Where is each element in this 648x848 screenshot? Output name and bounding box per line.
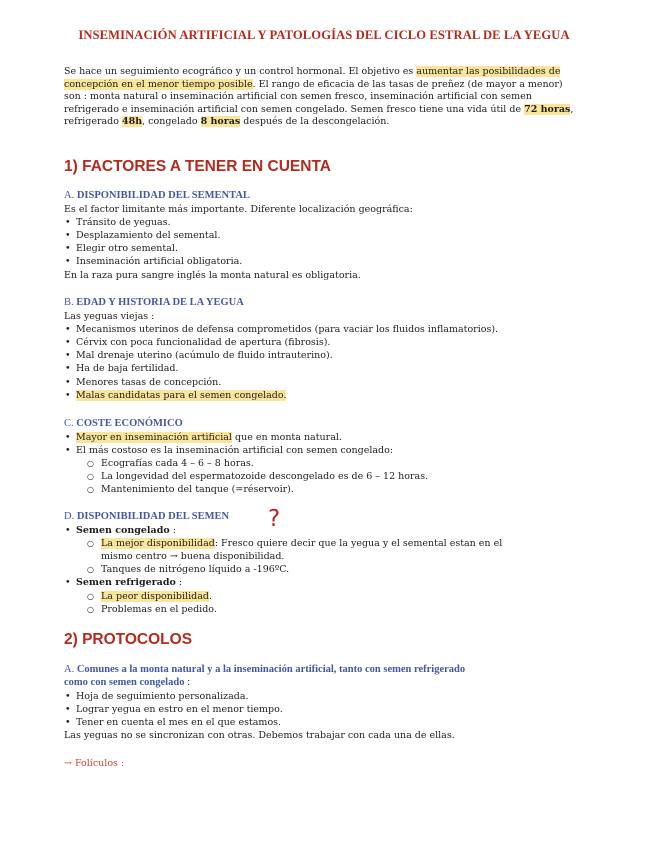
sub-list-item: ○ Problemas en el pedido. — [64, 603, 584, 616]
paragraph: En la raza pura sangre inglés la monta natural es obligatoria. — [64, 269, 361, 281]
section-heading-protocols: 2) PROTOCOLOS — [64, 631, 193, 648]
paragraph: Es el factor limitante más importante. Diferente localización geográfica: — [64, 204, 413, 216]
sub-list-item: ○ Mantenimiento del tanque (=réservoir). — [64, 483, 584, 496]
intro-text: . El rango de eficacia de las tasas de preñez (de mayor a menor) son : monta natural o inseminación artificial con semen fresco, inseminación artificial con semen refrigerado e inseminación artificial con semen congelado. Semen fresco tiene una vida útil de — [64, 78, 563, 115]
list-item: • Hoja de seguimiento personalizada. — [64, 690, 584, 703]
list-item: • Semen refrigerado : — [64, 576, 584, 589]
section-heading-factors: 1) FACTORES A TENER EN CUENTA — [64, 158, 331, 175]
sub-list-item-continuation: mismo centro → buena disponibilidad. — [101, 551, 285, 563]
list-item: • Lograr yegua en estro en el menor tiempo. — [64, 703, 584, 716]
list-item: • Cérvix con poca funcionalidad de apertura (fibrosis). — [64, 336, 584, 349]
subsection-heading: A. Comunes a la monta natural y a la inseminación artificial, tanto con semen refrigerado como con semen congelado : — [64, 664, 466, 688]
subsection-common-protocols — [64, 663, 584, 742]
list-item: • Malas candidatas para el semen congelado. — [64, 389, 584, 402]
subsection-heading: B. EDAD Y HISTORIA DE LA YEGUA — [64, 297, 244, 308]
intro-paragraph — [64, 66, 580, 129]
subsection-heading: D. DISPONIBILIDAD DEL SEMEN — [64, 511, 230, 522]
list-item: • Mal drenaje uterino (acúmulo de fluido intrauterino). — [64, 349, 584, 362]
list-item: • Desplazamiento del semental. — [64, 229, 584, 242]
list-item: • Mayor en inseminación artificial que en monta natural. — [64, 431, 584, 444]
list-item: • Menores tasas de concepción. — [64, 376, 584, 389]
sub-list-item: ○ La mejor disponibilidad: Fresco quiere decir que la yegua y el semental estan en el — [64, 537, 584, 550]
list-item: • Elegir otro semental. — [64, 242, 584, 255]
list-item: • El más costoso es la inseminación artificial con semen congelado: — [64, 444, 584, 457]
subsection-economic-cost — [64, 417, 584, 497]
intro-text: , congelado — [142, 116, 201, 128]
list-item: • Tránsito de yeguas. — [64, 216, 584, 229]
sub-list-item: ○ Tanques de nitrógeno líquido a -196ºC. — [64, 563, 584, 576]
list-item: • Ha de baja fertilidad. — [64, 362, 584, 375]
subsection-stallion-availability — [64, 189, 584, 282]
refrigerated-semen-life: 48h — [122, 116, 143, 128]
intro-text: , refrigerado — [64, 103, 574, 128]
subsection-semen-availability — [64, 510, 584, 616]
sub-list-item: ○ Ecografías cada 4 – 6 – 8 horas. — [64, 457, 584, 470]
subsection-heading: A. DISPONIBILIDAD DEL SEMENTAL — [64, 190, 250, 201]
subsection-mare-age-history — [64, 296, 584, 402]
list-item: • Mecanismos uterinos de defensa comprometidos (para vaciar los fluidos inflamatorios). — [64, 323, 584, 336]
subsection-heading: C. COSTE ECONÓMICO — [64, 418, 183, 429]
intro-text: Se hace un seguimiento ecográfico y un control hormonal. El objetivo es — [64, 66, 417, 77]
paragraph: Las yeguas no se sincronizan con otras. Debemos trabajar con cada una de ellas. — [64, 730, 455, 742]
sub-list-item: ○ La longevidad del espermatozoide descongelado es de 6 – 12 horas. — [64, 470, 584, 483]
document-title: INSEMINACIÓN ARTIFICIAL Y PATOLOGÍAS DEL CICLO ESTRAL DE LA YEGUA — [78, 28, 570, 42]
paragraph: Las yeguas viejas : — [64, 311, 155, 323]
intro-text: después de la descongelación. — [240, 116, 390, 128]
list-item: • Semen congelado : — [64, 524, 584, 537]
follicles-label: → Folículos : — [64, 758, 125, 769]
list-item: • Tener en cuenta el mes en el que estamos. — [64, 716, 584, 729]
list-item: • Inseminación artificial obligatoria. — [64, 255, 584, 268]
fresh-semen-life: 72 horas — [524, 103, 571, 115]
frozen-semen-life: 8 horas — [200, 116, 241, 128]
sub-list-item: ○ La peor disponibilidad. — [64, 590, 584, 603]
intro-highlight: aumentar las posibilidades de concepción en el menor tiempo posible — [64, 66, 561, 90]
question-mark-annotation: ? — [268, 506, 281, 532]
